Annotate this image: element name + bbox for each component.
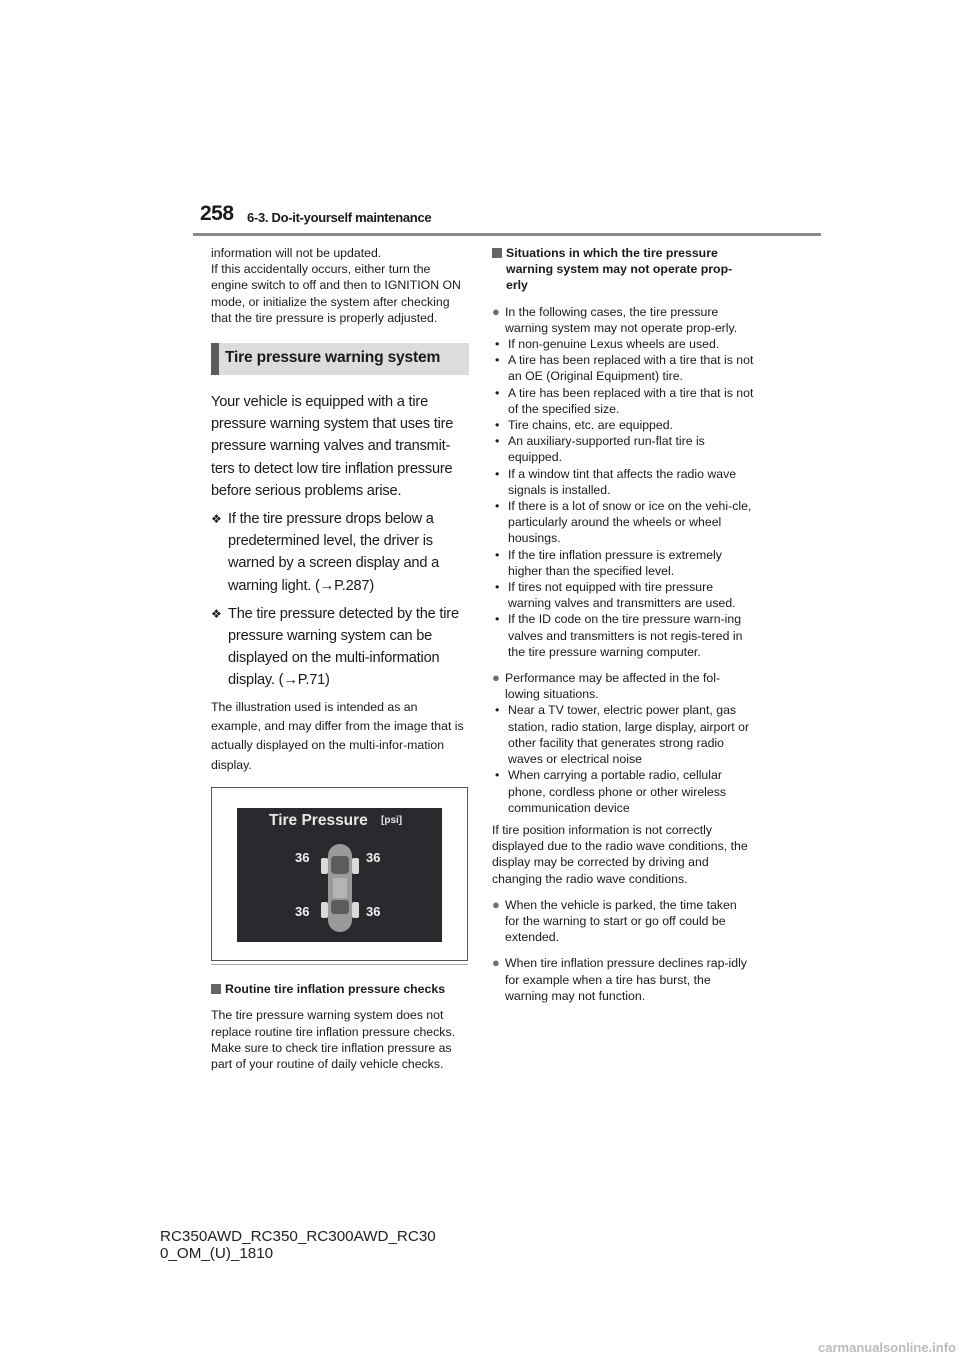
square-bullet-icon	[492, 248, 502, 258]
list-item: • Tire chains, etc. are equipped.	[492, 417, 754, 433]
cases-list	[492, 336, 754, 660]
list-item	[492, 955, 754, 1004]
dash-bullet: •	[495, 580, 500, 595]
diamond-bullet-icon: ❖	[211, 606, 222, 621]
list-item	[492, 670, 754, 702]
list-item: • If a window tint that affects the radio wave signals is installed.	[492, 466, 754, 498]
continued-text-2: If this accidentally occurs, either turn the engine switch to off and then to IGNITION ON mode, or initialize the system after checking that the tire pressure is properly adjusted.	[211, 262, 461, 325]
rear-left-pressure: 36	[295, 904, 310, 920]
position-info-text: If tire position information is not correctly displayed due to the radio wave conditions, the display may be corrected by driving and changing the radio wave conditions.	[492, 822, 748, 886]
illustration-divider	[211, 964, 468, 965]
list-item: • A tire has been replaced with a tire that is not an OE (Original Equipment) tire.	[492, 352, 754, 384]
list-item	[492, 897, 754, 946]
list-item: • A tire has been replaced with a tire that is not of the specified size.	[492, 385, 754, 417]
list-item-text: When the vehicle is parked, the time taken for the warning to start or go off could be extended.	[505, 897, 737, 945]
list-item-text: When tire inflation pressure declines rap-idly for example when a tire has burst, the warning may not function.	[505, 956, 747, 1003]
left-column	[211, 245, 469, 1072]
dash-bullet: •	[495, 353, 500, 368]
list-item-text: Performance may be affected in the fol-lowing situations.	[505, 671, 721, 702]
display-unit: [psi]	[381, 815, 403, 827]
car-top-view-icon	[315, 838, 365, 938]
routine-text: The tire pressure warning system does not replace routine tire inflation pressure checks. Make sure to check tire inflation pressure as part of your routine of daily vehicle checks.	[211, 1008, 456, 1072]
dash-bullet: •	[495, 547, 500, 562]
dash-bullet: •	[495, 385, 500, 400]
list-item: • If there is a lot of snow or ice on the vehi-cle, particularly around the wheels or wheel housings.	[492, 498, 754, 547]
dash-bullet: •	[495, 434, 500, 449]
footer-model-code	[160, 1228, 436, 1262]
feature-bullet-text: The tire pressure detected by the tire pressure warning system can be displayed on the multi-information display. (→P.71)	[228, 605, 459, 689]
list-item: • An auxiliary-supported run-flat tire is equipped.	[492, 433, 754, 465]
page-number: 258	[200, 202, 234, 225]
list-item: • If non-genuine Lexus wheels are used.	[492, 336, 754, 352]
continued-text-1: information will not be updated.	[211, 246, 382, 260]
situations-list	[492, 702, 754, 815]
tire-pressure-illustration	[211, 787, 468, 961]
situations-heading	[492, 245, 754, 294]
footer-line-1: RC350AWD_RC350_RC300AWD_RC30	[160, 1228, 436, 1245]
front-left-pressure: 36	[295, 850, 310, 866]
routine-heading	[211, 981, 469, 997]
display-title: Tire Pressure	[269, 812, 368, 830]
dot-bullet-icon: ●	[492, 303, 500, 319]
front-right-pressure: 36	[366, 850, 381, 866]
section-heading	[211, 343, 469, 375]
square-bullet-icon	[211, 984, 221, 994]
footer-line-2: 0_OM_(U)_1810	[160, 1245, 274, 1262]
list-item: • Near a TV tower, electric power plant, gas station, radio station, large display, airport or other facility that generates strong radio waves or electrical noise	[492, 702, 754, 767]
multi-information-display	[237, 808, 442, 942]
diamond-bullet-icon: ❖	[211, 512, 222, 527]
intro-paragraph: Your vehicle is equipped with a tire pressure warning system that uses tire pressure warning valves and transmit-ters to detect low tire inflation pressure before serious problems arise.	[211, 394, 454, 499]
feature-bullet-text: If the tire pressure drops below a predetermined level, the driver is warned by a screen display and a warning light. (→P.287)	[228, 511, 440, 594]
section-heading-text: Tire pressure warning system	[225, 349, 441, 367]
list-item: • If tires not equipped with tire pressure warning valves and transmitters are used.	[492, 579, 754, 611]
dash-bullet: •	[495, 703, 500, 718]
watermark: carmanualsonline.info	[818, 1340, 956, 1355]
dash-bullet: •	[495, 612, 500, 627]
dot-bullet-icon: ●	[492, 670, 500, 686]
list-item: • If the tire inflation pressure is extremely higher than the specified level.	[492, 547, 754, 579]
list-item: • If the ID code on the tire pressure warn-ing valves and transmitters is not regis-tered in the tire pressure warning computer.	[492, 611, 754, 660]
illustration-note: The illustration used is intended as an example, and may differ from the image that is actually displayed on the multi-infor-mation display.	[211, 699, 464, 772]
list-item-text: In the following cases, the tire pressure warning system may not operate prop-erly.	[505, 304, 738, 335]
dash-bullet: •	[495, 337, 500, 352]
section-title: 6-3. Do-it-yourself maintenance	[247, 210, 432, 225]
dot-bullet-icon: ●	[492, 896, 500, 912]
list-item	[492, 304, 754, 336]
header-rule	[193, 233, 821, 236]
rear-right-pressure: 36	[366, 904, 381, 920]
feature-bullet	[211, 508, 469, 597]
situations-heading-text: Situations in which the tire pressure warning system may not operate prop-erly	[506, 246, 733, 293]
feature-bullet	[211, 603, 469, 692]
routine-heading-text: Routine tire inflation pressure checks	[225, 982, 446, 997]
dash-bullet: •	[495, 768, 500, 783]
dash-bullet: •	[495, 418, 500, 433]
dash-bullet: •	[495, 466, 500, 481]
list-item: • When carrying a portable radio, cellular phone, cordless phone or other wireless communication device	[492, 767, 754, 816]
dash-bullet: •	[495, 499, 500, 514]
right-column	[492, 245, 754, 1004]
dot-bullet-icon: ●	[492, 955, 500, 971]
